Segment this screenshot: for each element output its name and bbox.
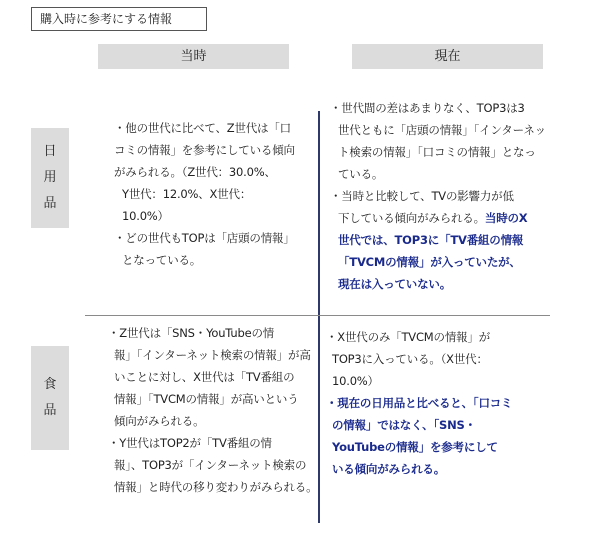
row-label-char: 用 [43,170,57,185]
row-header-daily-goods [31,128,69,228]
text-line: ている。 [338,167,384,181]
text-line: がみられる。（Z世代：30.0%、 [114,165,276,179]
row-label-char: 食 [43,377,57,392]
text-line: となっている。 [122,253,202,267]
text-line [330,207,546,229]
text-line: ・他の世代に比べて、Z世代は「口 [114,121,291,135]
row-header-food [31,346,69,450]
text-line: いことに対し、X世代は「TV番組の [114,370,295,384]
cell-food-then [108,322,317,498]
highlight-line: YouTubeの情報」を参考にして [332,440,498,454]
highlight-line: 「TVCMの情報」が入っていたが、 [338,255,521,269]
text-segment: 下している傾向がみられる。 [338,211,485,225]
highlight-line: 現在は入っていない。 [338,277,451,291]
text-line: 10.0%） [122,209,169,223]
vertical-divider [318,111,320,523]
text-line: TOP3に入っている。（X世代： [332,352,488,366]
text-line: ・どの世代もTOPは「店頭の情報」 [114,231,295,245]
text-line: ト検索の情報」「口コミの情報」となっ [338,145,536,159]
text-line: 傾向がみられる。 [114,414,205,428]
highlight-line: 世代では、TOP3に「TV番組の情報 [338,233,524,247]
cell-daily-now [330,97,546,295]
column-header-then: 当時 [98,44,289,69]
cell-food-now [326,326,512,480]
text-line: 報」「インターネット検索の情報」が高 [114,348,311,362]
text-line: 情報」と時代の移り変わりがみられる。 [114,480,318,494]
row-label-char: 日 [43,144,57,159]
text-line: Y世代：12.0%、X世代： [122,187,252,201]
row-label-char: 品 [43,403,57,418]
text-line: 10.0%） [332,374,379,388]
highlight-line: ・現在の日用品と比べると、「口コミ [326,396,513,410]
text-line: 報」、TOP3が「インターネット検索の [114,458,307,472]
text-line: ・世代間の差はあまりなく、TOP3は3 [330,101,525,115]
text-line: ・X世代のみ「TVCMの情報」が [326,330,491,344]
text-line: 情報」「TVCMの情報」が高いという [114,392,299,406]
column-header-now: 現在 [352,44,543,69]
text-line: ・Z世代は「SNS・YouTubeの情 [108,326,275,340]
cell-daily-then [114,117,295,271]
row-label-char: 品 [43,196,57,211]
text-line: ・当時と比較して、TVの影響力が低 [330,189,514,203]
horizontal-divider [85,315,550,316]
text-line: 世代ともに「店頭の情報」「インターネッ [338,123,546,137]
text-line: ・Y世代はTOP2が「TV番組の情 [108,436,272,450]
text-line: コミの情報」を参考にしている傾向 [114,143,295,157]
chart-title: 購入時に参考にする情報 [31,7,207,31]
highlight-line: の情報」ではなく、「SNS・ [332,418,476,432]
highlight-line: いる傾向がみられる。 [332,462,445,476]
highlight-text: 当時のX [484,211,528,225]
